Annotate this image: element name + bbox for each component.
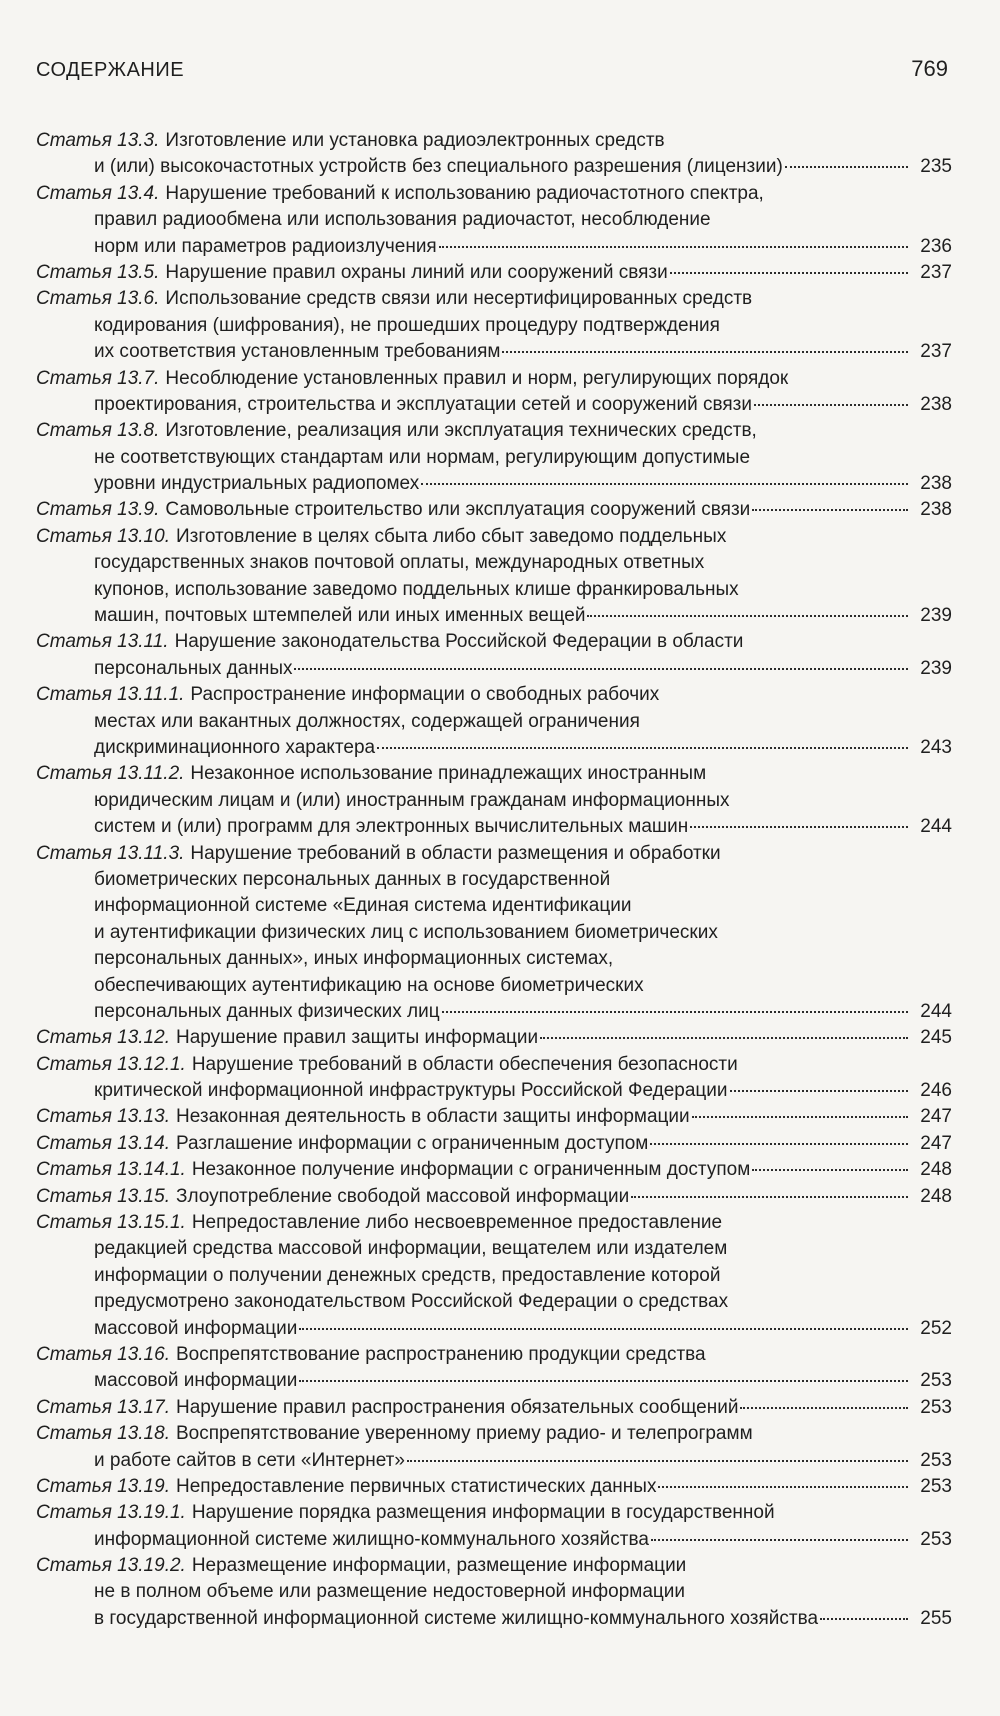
toc-entry-line: [36, 1184, 952, 1210]
dot-leader: [752, 1165, 908, 1171]
article-label: Статья 13.10.: [36, 525, 170, 547]
entry-page-number: 238: [920, 499, 952, 521]
toc-entry-line: [36, 814, 952, 840]
article-title-text: Нарушение правил распространения обязательных сообщений: [175, 1396, 739, 1418]
toc-entry-line: [36, 1131, 952, 1157]
entry-page-number: 236: [920, 235, 952, 257]
toc-entry-line: [36, 234, 952, 260]
toc-entry-line: [36, 1289, 952, 1315]
table-of-contents: [36, 128, 952, 1632]
article-title-text: информационной системе жилищно-коммунального хозяйства: [94, 1528, 649, 1550]
entry-page-number: 248: [920, 1159, 952, 1181]
article-title-text: юридическим лицам и (или) иностранным гражданам информационных: [94, 789, 730, 811]
article-title-text: Нарушение требований к использованию радиочастотного спектра,: [165, 182, 764, 204]
article-title-text: Воспрепятствование распространению продукции средства: [175, 1343, 706, 1365]
article-title-text: и (или) высокочастотных устройств без специального разрешения (лицензии): [94, 156, 783, 178]
article-label: Статья 13.3.: [36, 130, 160, 151]
toc-entry-line: [36, 629, 952, 655]
toc-entry-line: [36, 682, 952, 708]
toc-entry-line: [36, 946, 952, 972]
dot-leader: [439, 242, 908, 248]
dot-leader: [294, 664, 908, 670]
article-title-text: правил радиообмена или использования радиочастот, несоблюдение: [94, 209, 711, 231]
toc-entry: [36, 1052, 952, 1105]
dot-leader: [442, 1007, 908, 1013]
article-label: Статья 13.8.: [36, 420, 160, 442]
dot-leader: [650, 1139, 908, 1145]
article-title-text: критической информационной инфраструктуры Российской Федерации: [94, 1080, 728, 1102]
article-label: Статья 13.6.: [36, 288, 160, 310]
toc-entry: [36, 1131, 952, 1157]
article-label: Статья 13.15.: [36, 1185, 170, 1207]
toc-entry: [36, 286, 952, 365]
toc-entry: [36, 1395, 952, 1421]
article-label: Статья 13.16.: [36, 1343, 170, 1365]
toc-entry-line: [36, 181, 952, 207]
toc-entry: [36, 1210, 952, 1342]
toc-entry: [36, 260, 952, 286]
article-title-text: Изготовление, реализация или эксплуатация технических средств,: [165, 420, 757, 442]
dot-leader: [299, 1376, 908, 1382]
dot-leader: [540, 1033, 908, 1039]
entry-page-number: 237: [920, 261, 952, 283]
entry-page-number: 239: [920, 605, 952, 627]
article-title-text: Разглашение информации с ограниченным доступом: [175, 1132, 649, 1154]
article-label: Статья 13.12.1.: [36, 1053, 186, 1075]
article-title-text: Нарушение требований в области обеспечения безопасности: [191, 1053, 738, 1075]
toc-entry: [36, 841, 952, 1026]
toc-entry: [36, 1553, 952, 1632]
entry-page-number: 246: [920, 1080, 952, 1102]
toc-entry: [36, 366, 952, 419]
article-label: Статья 13.7.: [36, 367, 160, 389]
toc-entry-line: [36, 656, 952, 682]
toc-entry-line: [36, 709, 952, 735]
article-title-text: кодирования (шифрования), не прошедших процедуру подтверждения: [94, 314, 720, 336]
toc-entry-line: [36, 1263, 952, 1289]
dot-leader: [377, 743, 908, 749]
dot-leader: [690, 822, 908, 828]
article-title-text: в государственной информационной системе жилищно-коммунального хозяйства: [94, 1607, 819, 1629]
toc-entry: [36, 1421, 952, 1474]
toc-entry: [36, 524, 952, 630]
toc-entry-line: [36, 893, 952, 919]
article-title-text: Неразмещение информации, размещение информации: [191, 1555, 687, 1577]
toc-entry-line: [36, 1078, 952, 1104]
toc-entry-line: [36, 1157, 952, 1183]
article-title-text: обеспечивающих аутентификацию на основе биометрических: [94, 974, 644, 996]
toc-entry-line: [36, 761, 952, 787]
toc-entry-line: [36, 1448, 952, 1474]
article-label: Статья 13.17.: [36, 1396, 170, 1418]
toc-entry-line: [36, 920, 952, 946]
entry-page-number: 253: [920, 1528, 952, 1550]
article-label: Статья 13.19.2.: [36, 1555, 186, 1577]
toc-entry: [36, 682, 952, 761]
article-label: Статья 13.13.: [36, 1106, 170, 1128]
toc-entry-line: [36, 1342, 952, 1368]
dot-leader: [740, 1403, 908, 1409]
article-title-text: персональных данных физических лиц: [94, 1000, 440, 1022]
dot-leader: [752, 505, 908, 511]
article-title-text: не соответствующих стандартам или нормам, регулирующим допустимые: [94, 446, 751, 468]
article-title-text: персональных данных», иных информационных системах,: [94, 948, 614, 970]
toc-entry-line: [36, 1500, 952, 1526]
toc-entry-line: [36, 128, 952, 154]
toc-entry: [36, 1184, 952, 1210]
article-title-text: Изготовление или установка радиоэлектронных средств: [165, 130, 665, 151]
toc-entry-line: [36, 867, 952, 893]
article-label: Статья 13.19.: [36, 1475, 170, 1497]
toc-entry-line: [36, 1527, 952, 1553]
toc-entry: [36, 1025, 952, 1051]
toc-entry: [36, 181, 952, 260]
toc-entry-line: [36, 1025, 952, 1051]
article-title-text: машин, почтовых штемпелей или иных именных вещей: [94, 605, 586, 627]
dot-leader: [502, 347, 908, 353]
article-title-text: Изготовление в целях сбыта либо сбыт заведомо поддельных: [175, 525, 727, 547]
article-label: Статья 13.4.: [36, 182, 160, 204]
article-title-text: массовой информации: [94, 1370, 298, 1392]
dot-leader: [785, 162, 908, 168]
article-title-text: и работе сайтов в сети «Интернет»: [94, 1449, 405, 1471]
toc-entry-line: [36, 366, 952, 392]
article-label: Статья 13.14.1.: [36, 1159, 186, 1181]
toc-entry-line: [36, 524, 952, 550]
article-title-text: норм или параметров радиоизлучения: [94, 235, 437, 257]
page-header: [36, 56, 948, 92]
toc-entry: [36, 128, 952, 181]
entry-page-number: 235: [920, 156, 952, 178]
toc-entry-line: [36, 577, 952, 603]
article-title-text: Самовольные строительство или эксплуатация сооружений связи: [165, 499, 751, 521]
article-title-text: Незаконное получение информации с ограниченным доступом: [191, 1159, 751, 1181]
article-label: Статья 13.11.3.: [36, 842, 185, 864]
article-title-text: массовой информации: [94, 1317, 298, 1339]
article-title-text: персональных данных: [94, 657, 293, 679]
entry-page-number: 239: [920, 657, 952, 679]
toc-entry-line: [36, 550, 952, 576]
toc-entry-line: [36, 286, 952, 312]
entry-page-number: 247: [920, 1106, 952, 1128]
toc-entry-line: [36, 841, 952, 867]
article-title-text: проектирования, строительства и эксплуатации сетей и сооружений связи: [94, 393, 752, 415]
toc-entry-line: [36, 1579, 952, 1605]
dot-leader: [407, 1456, 908, 1462]
toc-entry-line: [36, 1104, 952, 1130]
toc-entry-line: [36, 999, 952, 1025]
toc-entry-line: [36, 973, 952, 999]
toc-entry: [36, 629, 952, 682]
article-label: Статья 13.11.: [36, 631, 169, 653]
running-title: СОДЕРЖАНИЕ: [36, 59, 185, 81]
article-title-text: Нарушение порядка размещения информации в государственной: [191, 1502, 775, 1524]
toc-entry-line: [36, 339, 952, 365]
article-title-text: Нарушение правил охраны линий или сооружений связи: [165, 261, 668, 283]
article-title-text: Злоупотребление свободой массовой информации: [175, 1185, 630, 1207]
dot-leader: [658, 1482, 908, 1488]
entry-page-number: 255: [920, 1607, 952, 1629]
page-number: 769: [911, 56, 948, 81]
entry-page-number: 245: [920, 1027, 952, 1049]
article-title-text: уровни индустриальных радиопомех: [94, 473, 420, 495]
article-title-text: местах или вакантных должностях, содержащей ограничения: [94, 710, 640, 732]
toc-entry: [36, 497, 952, 523]
article-title-text: Незаконная деятельность в области защиты информации: [175, 1106, 690, 1128]
article-title-text: предусмотрено законодательством Российской Федерации о средствах: [94, 1291, 729, 1313]
article-title-text: систем и (или) программ для электронных вычислительных машин: [94, 816, 689, 838]
entry-page-number: 238: [920, 473, 952, 495]
dot-leader: [692, 1112, 908, 1118]
entry-page-number: 237: [920, 341, 952, 363]
toc-entry-line: [36, 260, 952, 286]
toc-entry-line: [36, 154, 952, 180]
entry-page-number: 244: [920, 1000, 952, 1022]
toc-entry-line: [36, 313, 952, 339]
article-title-text: Нарушение требований в области размещения и обработки: [190, 842, 721, 864]
dot-leader: [651, 1535, 908, 1541]
dot-leader: [820, 1614, 908, 1620]
article-title-text: Использование средств связи или несертифицированных средств: [165, 288, 753, 310]
article-title-text: информационной системе «Единая система идентификации: [94, 895, 632, 917]
entry-page-number: 247: [920, 1132, 952, 1154]
toc-entry-line: [36, 1395, 952, 1421]
toc-entry: [36, 1500, 952, 1553]
article-label: Статья 13.18.: [36, 1423, 170, 1445]
article-title-text: Воспрепятствование уверенному приему радио- и телепрограмм: [175, 1423, 753, 1445]
article-label: Статья 13.9.: [36, 499, 160, 521]
entry-page-number: 248: [920, 1185, 952, 1207]
dot-leader: [421, 479, 908, 485]
article-label: Статья 13.19.1.: [36, 1502, 186, 1524]
article-title-text: Распространение информации о свободных рабочих: [190, 684, 660, 706]
toc-entry-line: [36, 471, 952, 497]
toc-entry-line: [36, 603, 952, 629]
article-title-text: Непредоставление либо несвоевременное предоставление: [191, 1212, 723, 1234]
toc-entry: [36, 1157, 952, 1183]
article-title-text: биометрических персональных данных в государственной: [94, 868, 611, 890]
article-title-text: редакцией средства массовой информации, вещателем или издателем: [94, 1238, 728, 1260]
article-title-text: Непредоставление первичных статистических данных: [175, 1475, 657, 1497]
toc-entry: [36, 1474, 952, 1500]
article-title-text: государственных знаков почтовой оплаты, международных ответных: [94, 552, 705, 574]
toc-entry-line: [36, 1236, 952, 1262]
entry-page-number: 252: [920, 1317, 952, 1339]
toc-entry: [36, 761, 952, 840]
entry-page-number: 243: [920, 736, 952, 758]
article-title-text: и аутентификации физических лиц с использованием биометрических: [94, 921, 718, 943]
entry-page-number: 244: [920, 816, 952, 838]
article-title-text: Незаконное использование принадлежащих иностранным: [190, 763, 707, 785]
dot-leader: [299, 1324, 908, 1330]
article-title-text: дискриминационного характера: [94, 736, 376, 758]
toc-entry: [36, 1342, 952, 1395]
article-title-text: купонов, использование заведомо поддельных клише франкировальных: [94, 578, 739, 600]
dot-leader: [754, 400, 908, 406]
toc-entry-line: [36, 392, 952, 418]
dot-leader: [730, 1086, 908, 1092]
toc-entry-line: [36, 788, 952, 814]
toc-entry-line: [36, 1474, 952, 1500]
article-title-text: не в полном объеме или размещение недостоверной информации: [94, 1581, 686, 1603]
toc-entry-line: [36, 418, 952, 444]
article-title-text: Нарушение правил защиты информации: [175, 1027, 539, 1049]
toc-entry-line: [36, 1368, 952, 1394]
toc-entry-line: [36, 445, 952, 471]
entry-page-number: 238: [920, 393, 952, 415]
article-label: Статья 13.14.: [36, 1132, 170, 1154]
article-label: Статья 13.5.: [36, 261, 160, 283]
dot-leader: [670, 268, 908, 274]
article-label: Статья 13.15.1.: [36, 1212, 186, 1234]
toc-entry-line: [36, 1553, 952, 1579]
toc-entry: [36, 1104, 952, 1130]
toc-entry-line: [36, 735, 952, 761]
entry-page-number: 253: [920, 1396, 952, 1418]
article-title-text: информации о получении денежных средств, предоставление которой: [94, 1264, 721, 1286]
toc-entry-line: [36, 1421, 952, 1447]
toc-entry-line: [36, 1316, 952, 1342]
toc-entry-line: [36, 207, 952, 233]
toc-entry-line: [36, 1210, 952, 1236]
entry-page-number: 253: [920, 1370, 952, 1392]
article-title-text: Нарушение законодательства Российской Федерации в области: [174, 631, 744, 653]
article-label: Статья 13.11.1.: [36, 684, 185, 706]
toc-entry-line: [36, 1052, 952, 1078]
article-label: Статья 13.12.: [36, 1027, 170, 1049]
dot-leader: [587, 611, 908, 617]
entry-page-number: 253: [920, 1449, 952, 1471]
toc-entry-line: [36, 497, 952, 523]
dot-leader: [631, 1192, 908, 1198]
article-title-text: их соответствия установленным требованиям: [94, 341, 501, 363]
article-label: Статья 13.11.2.: [36, 763, 185, 785]
article-title-text: Несоблюдение установленных правил и норм, регулирующих порядок: [165, 367, 789, 389]
toc-entry-line: [36, 1606, 952, 1632]
toc-entry: [36, 418, 952, 497]
entry-page-number: 253: [920, 1475, 952, 1497]
